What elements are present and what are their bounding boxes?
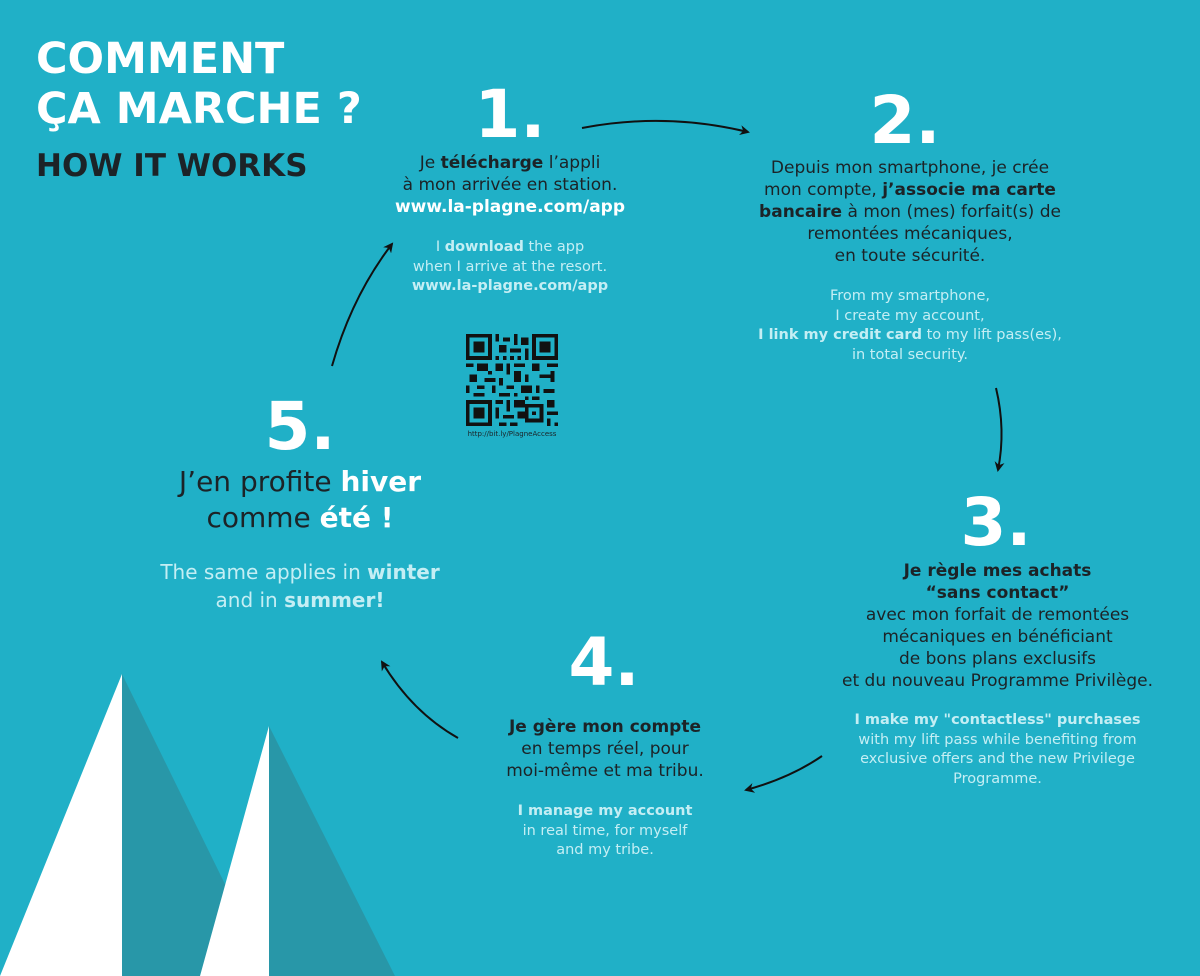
text-line: and my tribe. — [556, 842, 654, 858]
step-1-french — [360, 152, 660, 218]
text-line: I manage my account — [517, 803, 693, 819]
step-3-french — [800, 560, 1195, 692]
step-4-number: 4. — [568, 624, 640, 701]
text-line: exclusive offers and the new Privilege — [860, 751, 1135, 767]
text-line: comme été ! — [206, 501, 394, 534]
text-line: I link my credit card to my lift pass(es), — [758, 327, 1062, 343]
text-line: en temps réel, pour — [521, 739, 689, 759]
text-line: “sans contact” — [925, 583, 1070, 603]
text-line: de bons plans exclusifs — [898, 649, 1097, 669]
step-5-french — [120, 464, 480, 536]
text-line: Je règle mes achats — [903, 561, 1092, 581]
text-line: mécaniques en bénéficiant — [882, 627, 1113, 647]
text-line: in real time, for myself — [522, 822, 688, 839]
mountain-left-light — [0, 674, 122, 976]
text-line: moi-même et ma tribu. — [506, 761, 704, 781]
page-subtitle: HOW IT WORKS — [36, 148, 308, 184]
text-line[interactable]: www.la-plagne.com/app — [411, 278, 609, 294]
title-line-2: ÇA MARCHE ? — [36, 84, 362, 134]
step-3-number: 3. — [960, 484, 1032, 561]
step-1-url[interactable]: www.la-plagne.com/app — [394, 197, 626, 217]
text-line: and in summer! — [215, 588, 385, 612]
text-line: mon compte, j’associe ma carte — [764, 180, 1056, 200]
step-2-block — [730, 157, 1090, 365]
page-title — [36, 34, 362, 134]
step-2-french — [730, 157, 1090, 267]
text-line: et du nouveau Programme Privilège. — [842, 671, 1153, 691]
mountain-right-light — [200, 726, 269, 976]
arrow-4-to-5 — [382, 662, 458, 738]
step-2-english — [730, 287, 1090, 365]
mountain-left-shadow — [122, 674, 270, 976]
arrow-2-to-3 — [996, 388, 1002, 470]
text-line: I make my "contactless" purchases — [854, 712, 1141, 728]
text-line: Programme. — [953, 770, 1042, 787]
text-line: J’en profite hiver — [178, 465, 422, 498]
qr-code-icon[interactable] — [466, 334, 558, 426]
step-5-number: 5. — [264, 388, 336, 465]
text-line: The same applies in winter — [160, 560, 440, 584]
text-line: bancaire à mon (mes) forfait(s) de — [759, 202, 1061, 222]
title-line-1: COMMENT — [36, 34, 285, 84]
text-line: en toute sécurité. — [834, 246, 986, 266]
text-line: I create my account, — [835, 307, 985, 324]
text-line: à mon arrivée en station. — [402, 175, 618, 195]
step-4-french — [455, 716, 755, 782]
step-1-block — [360, 152, 660, 297]
text-line: remontées mécaniques, — [807, 224, 1013, 244]
text-line: From my smartphone, — [829, 288, 991, 304]
text-line: Je télécharge l’appli — [419, 153, 601, 173]
step-3-block — [800, 560, 1195, 789]
step-3-english — [800, 711, 1195, 789]
arrow-1-to-2 — [582, 121, 748, 132]
text-line: Je gère mon compte — [508, 717, 701, 737]
step-1-number: 1. — [474, 76, 546, 153]
text-line: avec mon forfait de remontées — [865, 605, 1130, 625]
step-5-block — [120, 464, 480, 614]
step-5-english — [120, 558, 480, 614]
text-line: I download the app — [435, 239, 585, 255]
step-4-english — [455, 802, 755, 861]
step-1-english — [360, 238, 660, 297]
qr-caption[interactable]: http://bit.ly/PlagneAccess — [467, 430, 557, 438]
text-line: when I arrive at the resort. — [412, 258, 608, 275]
text-line: in total security. — [851, 346, 969, 363]
text-line: Depuis mon smartphone, je crée — [770, 158, 1050, 178]
mountain-right-shadow — [269, 726, 395, 976]
text-line: with my lift pass while benefiting from — [858, 731, 1137, 748]
step-4-block — [455, 716, 755, 861]
step-2-number: 2. — [869, 82, 941, 159]
